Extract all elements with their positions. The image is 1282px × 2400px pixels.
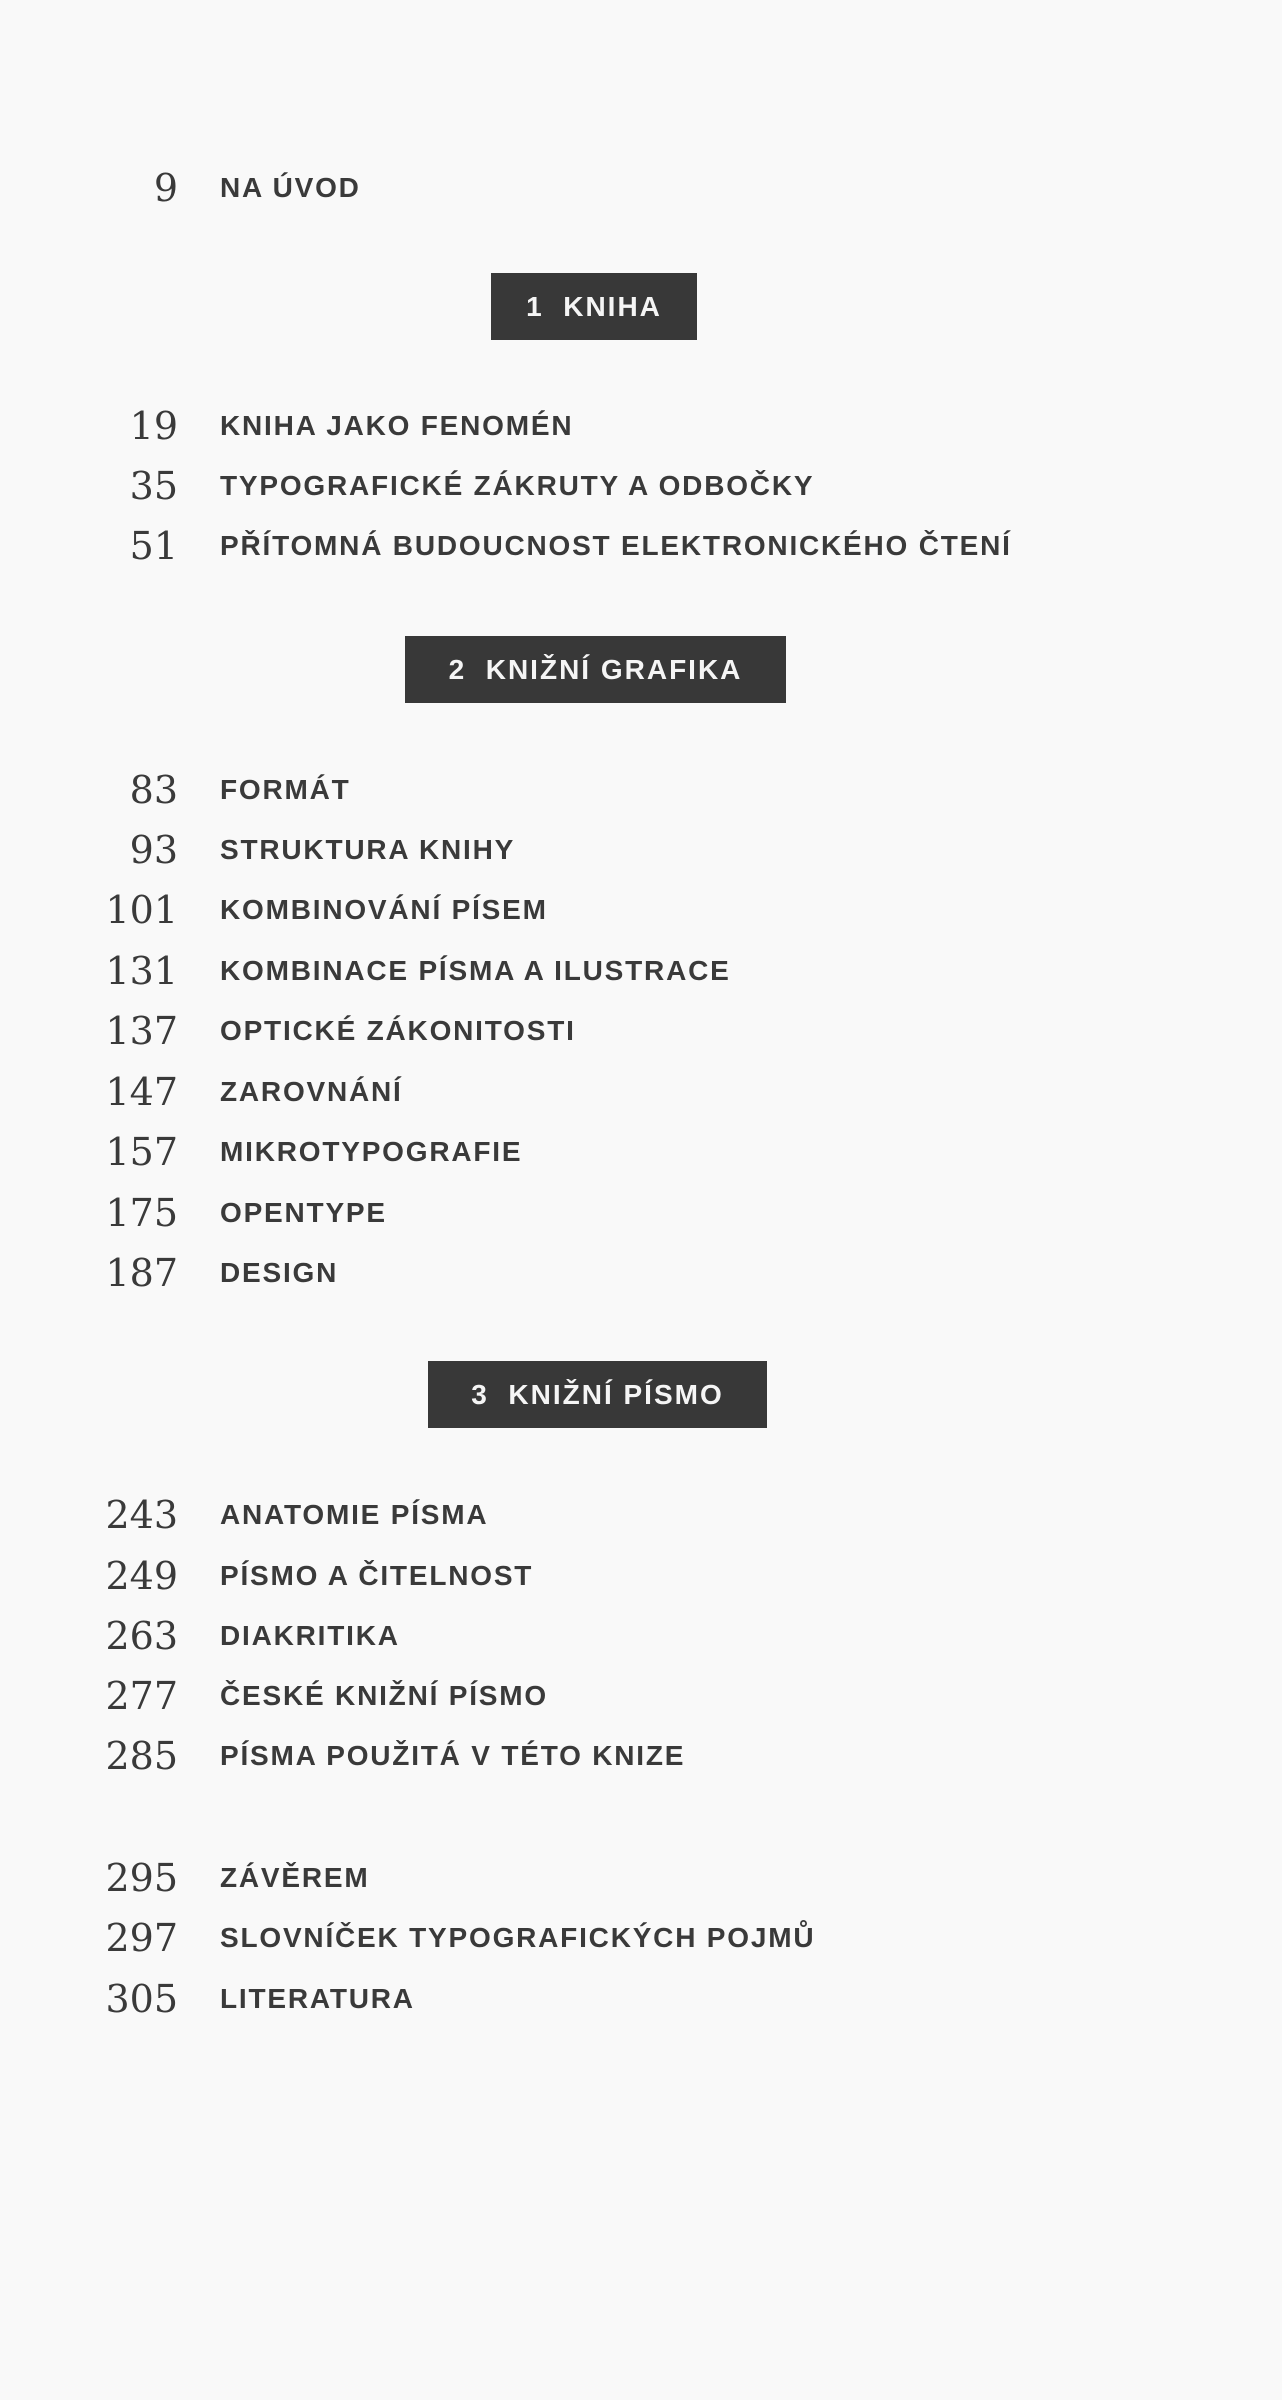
page-number: 249 [105,1554,178,1598]
entry-title: KNIHA JAKO FENOMÉN [220,410,574,441]
entry-title: DIAKRITIKA [220,1620,400,1651]
entry-title: ZÁVĚREM [220,1862,370,1893]
entry-title: KOMBINACE PÍSMA A ILUSTRACE [220,955,731,986]
toc-entry[interactable] [0,1974,1282,2024]
entry-title: NA ÚVOD [220,172,361,203]
toc-entry[interactable] [0,401,1282,451]
toc-entry[interactable] [0,885,1282,935]
toc-entry-intro[interactable] [0,163,1282,213]
toc-entry[interactable] [0,1006,1282,1056]
entry-title: ZAROVNÁNÍ [220,1076,403,1107]
entry-title: KOMBINOVÁNÍ PÍSEM [220,894,548,925]
entry-title: DESIGN [220,1257,339,1288]
page-number: 277 [105,1674,178,1718]
page-number: 187 [105,1251,178,1295]
toc-entry[interactable] [0,1611,1282,1661]
page-number: 243 [105,1493,178,1537]
entry-title: TYPOGRAFICKÉ ZÁKRUTY A ODBOČKY [220,470,815,501]
page-number: 101 [105,888,178,932]
page-number: 51 [129,524,178,568]
page-number: 147 [105,1070,178,1114]
toc-entry[interactable] [0,1671,1282,1721]
toc-entry[interactable] [0,1127,1282,1177]
page-number: 93 [129,828,178,872]
entry-title: PÍSMO A ČITELNOST [220,1560,534,1591]
entry-title: OPTICKÉ ZÁKONITOSTI [220,1015,576,1046]
section-heading-kniha: 1 KNIHA [491,273,697,340]
page-number: 297 [105,1916,178,1960]
page-number: 175 [105,1191,178,1235]
entry-title: FORMÁT [220,774,351,805]
toc-entry[interactable] [0,461,1282,511]
toc-entry[interactable] [0,1248,1282,1298]
toc-entry[interactable] [0,521,1282,571]
entry-title: SLOVNÍČEK TYPOGRAFICKÝCH POJMŮ [220,1922,816,1953]
page-number: 9 [153,166,178,210]
entry-title: OPENTYPE [220,1197,387,1228]
toc-entry[interactable] [0,1188,1282,1238]
page-number: 285 [105,1734,178,1778]
toc-entry[interactable] [0,1853,1282,1903]
page-number: 295 [105,1856,178,1900]
toc-entry[interactable] [0,825,1282,875]
toc-entry[interactable] [0,1067,1282,1117]
page-number: 157 [105,1130,178,1174]
toc-entry[interactable] [0,1551,1282,1601]
entry-title: LITERATURA [220,1983,415,2014]
page-number: 131 [105,949,178,993]
toc-entry[interactable] [0,1913,1282,1963]
toc-entry[interactable] [0,1490,1282,1540]
toc-entry[interactable] [0,946,1282,996]
entry-title: PŘÍTOMNÁ BUDOUCNOST ELEKTRONICKÉHO ČTENÍ [220,530,1012,561]
entry-title: STRUKTURA KNIHY [220,834,516,865]
entry-title: MIKROTYPOGRAFIE [220,1136,523,1167]
toc-entry[interactable] [0,765,1282,815]
section-heading-knizni-grafika: 2 KNIŽNÍ GRAFIKA [405,636,786,703]
section-heading-knizni-pismo: 3 KNIŽNÍ PÍSMO [428,1361,767,1428]
toc-entry[interactable] [0,1731,1282,1781]
entry-title: ANATOMIE PÍSMA [220,1499,489,1530]
page-number: 263 [105,1614,178,1658]
page-number: 35 [129,464,178,508]
entry-title: PÍSMA POUŽITÁ V TÉTO KNIZE [220,1740,686,1771]
entry-title: ČESKÉ KNIŽNÍ PÍSMO [220,1680,548,1711]
page-number: 83 [129,768,178,812]
page-number: 137 [105,1009,178,1053]
page-number: 305 [105,1977,178,2021]
page-number: 19 [129,404,178,448]
